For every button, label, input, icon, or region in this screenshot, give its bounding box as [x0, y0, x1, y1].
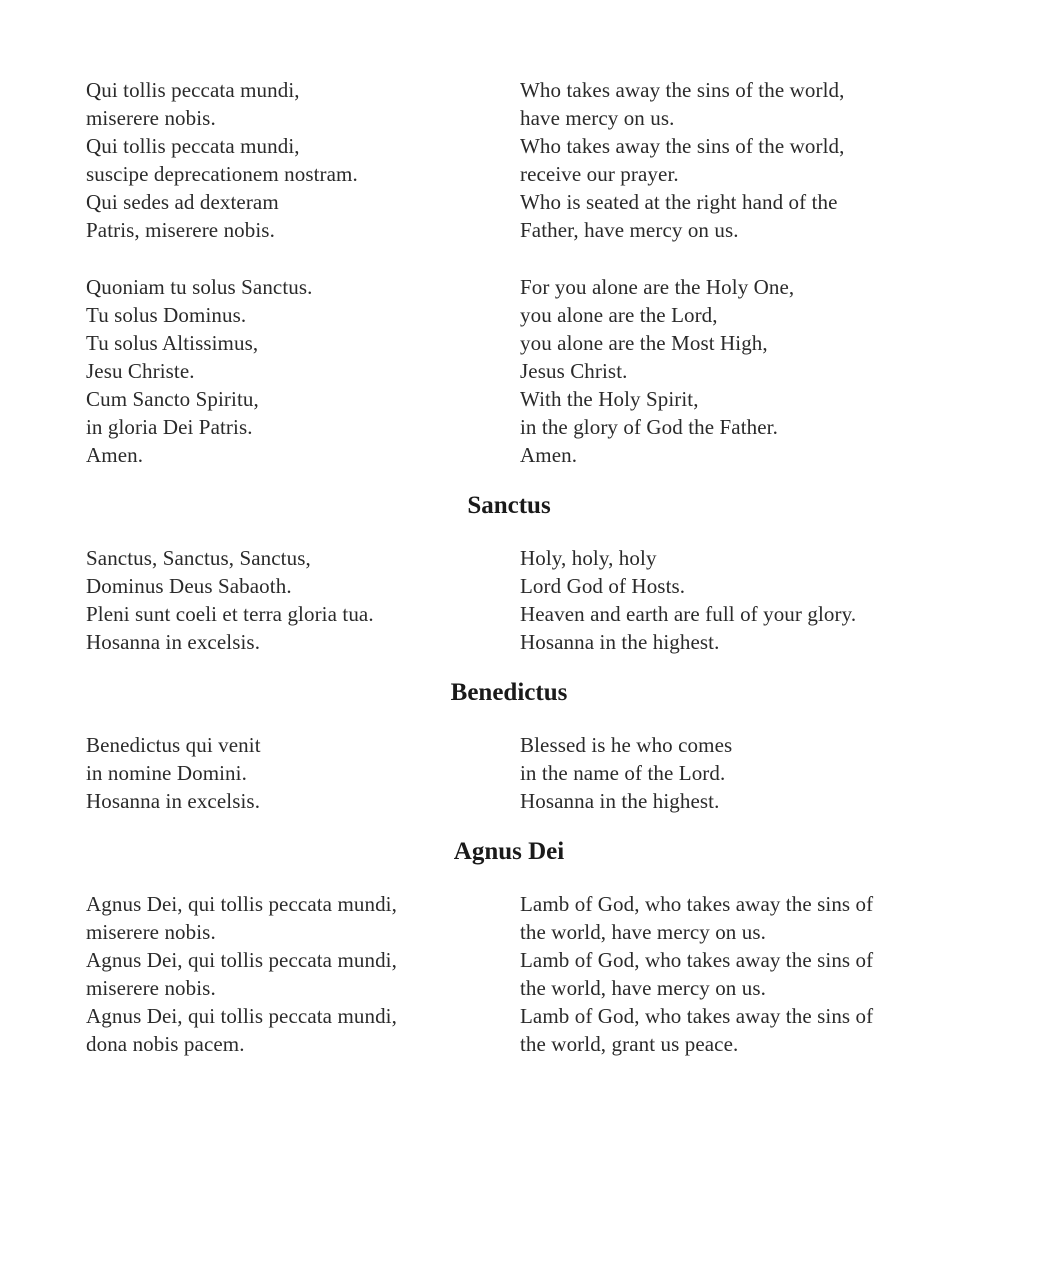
- english-column: [520, 76, 960, 244]
- english-line: Who takes away the sins of the world,: [520, 134, 845, 158]
- latin-line: Qui sedes ad dexteram: [86, 190, 279, 214]
- latin-line: Hosanna in excelsis.: [86, 789, 261, 813]
- latin-line: Sanctus, Sanctus, Sanctus,: [86, 546, 311, 570]
- english-line: Lord God of Hosts.: [520, 574, 686, 598]
- latin-line: dona nobis pacem.: [86, 1032, 245, 1056]
- english-line: Who is seated at the right hand of the: [520, 190, 838, 214]
- english-line: Father, have mercy on us.: [520, 218, 739, 242]
- latin-line: Agnus Dei, qui tollis peccata mundi,: [86, 948, 397, 972]
- latin-line: Tu solus Dominus.: [86, 303, 247, 327]
- english-column: [520, 731, 960, 815]
- latin-line: Dominus Deus Sabaoth.: [86, 574, 292, 598]
- english-line: in the glory of God the Father.: [520, 415, 778, 439]
- latin-line: Agnus Dei, qui tollis peccata mundi,: [86, 892, 397, 916]
- latin-line: miserere nobis.: [86, 920, 216, 944]
- english-column: [520, 890, 960, 1058]
- english-line: Hosanna in the highest.: [520, 630, 720, 654]
- english-line: Blessed is he who comes: [520, 733, 733, 757]
- latin-line: Tu solus Altissimus,: [86, 331, 259, 355]
- english-line: Lamb of God, who takes away the sins of: [520, 892, 874, 916]
- latin-line: Qui tollis peccata mundi,: [86, 78, 300, 102]
- english-line: Who takes away the sins of the world,: [520, 78, 845, 102]
- english-line: For you alone are the Holy One,: [520, 275, 795, 299]
- latin-column: [86, 731, 496, 815]
- latin-line: Cum Sancto Spiritu,: [86, 387, 259, 411]
- english-line: Holy, holy, holy: [520, 546, 657, 570]
- latin-line: Pleni sunt coeli et terra gloria tua.: [86, 602, 374, 626]
- latin-line: Agnus Dei, qui tollis peccata mundi,: [86, 1004, 397, 1028]
- english-line: Lamb of God, who takes away the sins of: [520, 1004, 874, 1028]
- english-line: Amen.: [520, 443, 578, 467]
- latin-line: Quoniam tu solus Sanctus.: [86, 275, 313, 299]
- english-line: With the Holy Spirit,: [520, 387, 699, 411]
- english-line: the world, have mercy on us.: [520, 976, 766, 1000]
- english-line: Lamb of God, who takes away the sins of: [520, 948, 874, 972]
- english-line: receive our prayer.: [520, 162, 679, 186]
- agnus-dei-heading: Agnus Dei: [453, 838, 565, 865]
- latin-column: [86, 273, 496, 469]
- english-line: the world, grant us peace.: [520, 1032, 739, 1056]
- english-line: the world, have mercy on us.: [520, 920, 766, 944]
- benedictus-heading: Benedictus: [450, 679, 568, 706]
- latin-line: in gloria Dei Patris.: [86, 415, 253, 439]
- english-line: have mercy on us.: [520, 106, 675, 130]
- english-column: [520, 273, 960, 469]
- latin-line: in nomine Domini.: [86, 761, 247, 785]
- english-line: Hosanna in the highest.: [520, 789, 720, 813]
- english-line: Heaven and earth are full of your glory.: [520, 602, 857, 626]
- english-line: in the name of the Lord.: [520, 761, 726, 785]
- latin-line: miserere nobis.: [86, 106, 216, 130]
- latin-line: Patris, miserere nobis.: [86, 218, 275, 242]
- latin-line: miserere nobis.: [86, 976, 216, 1000]
- english-line: you alone are the Lord,: [520, 303, 718, 327]
- latin-column: [86, 890, 496, 1058]
- latin-column: [86, 76, 496, 244]
- sanctus-heading: Sanctus: [467, 492, 551, 519]
- english-column: [520, 544, 960, 656]
- latin-line: Qui tollis peccata mundi,: [86, 134, 300, 158]
- latin-column: [86, 544, 496, 656]
- latin-line: Hosanna in excelsis.: [86, 630, 261, 654]
- english-line: you alone are the Most High,: [520, 331, 768, 355]
- latin-line: suscipe deprecationem nostram.: [86, 162, 358, 186]
- latin-line: Jesu Christe.: [86, 359, 195, 383]
- latin-line: Benedictus qui venit: [86, 733, 261, 757]
- english-line: Jesus Christ.: [520, 359, 628, 383]
- latin-line: Amen.: [86, 443, 144, 467]
